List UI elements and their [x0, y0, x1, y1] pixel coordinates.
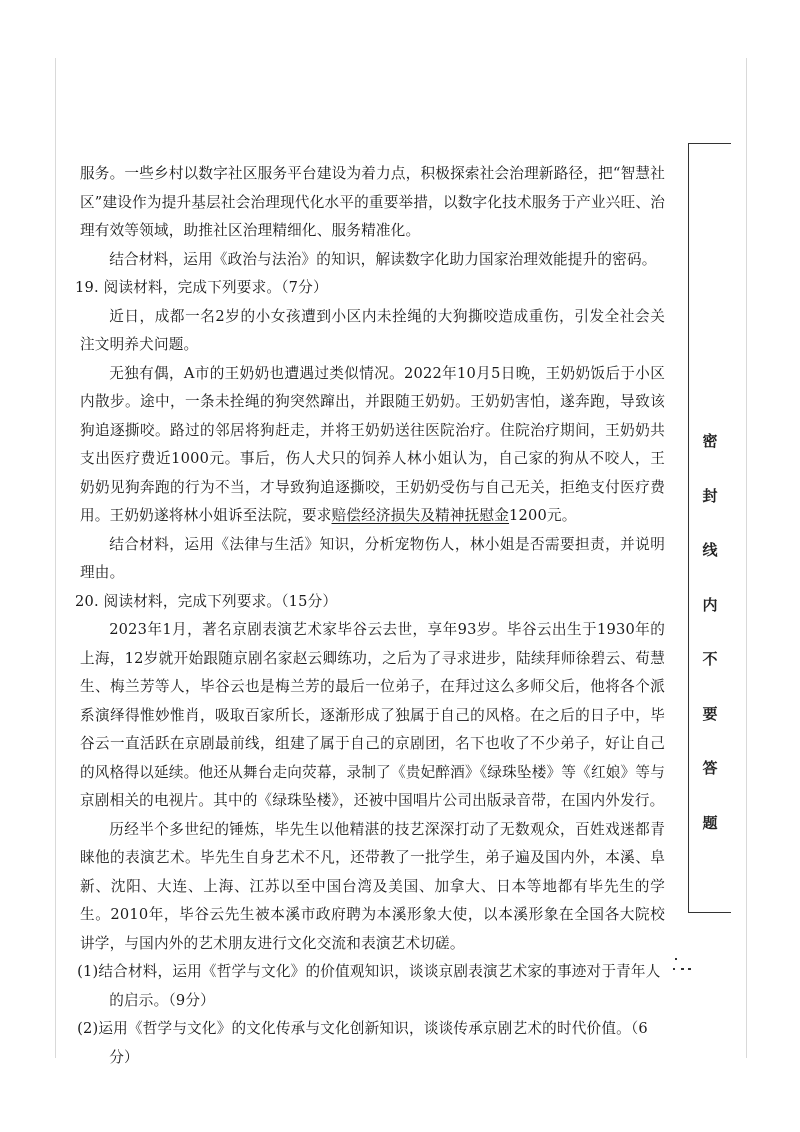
margin-dash-marks [673, 958, 693, 978]
seal-line-text [700, 430, 720, 866]
question-20-subquestion-2: (2)运用《哲学与文化》的文化传承与文化创新知识，谈谈传承京剧艺术的时代价值。（6分） [77, 1020, 648, 1066]
seal-char: 线 [702, 541, 718, 559]
question-20-subquestion-1: (1)结合材料，运用《哲学与文化》的价值观知识，谈谈京剧表演艺术家的事迹对于青年人的启示。（9分） [77, 963, 661, 1009]
question-20-paragraph-2: 历经半个多世纪的锤炼，毕先生以他精湛的技艺深深打动了无数观众，百姓戏迷都青睐他的表演艺术。毕先生自身艺术不凡，还带教了一批学生，弟子遍及国内外，本溪、阜新、沈阳、大连、上海、江苏以至中国台湾及美国、加拿大、日本等地都有毕先生的学生。2010年，毕谷云先生被本溪市政府聘为本溪形象大使，以本溪形象在全国各大院校讲学，与国内外的艺术朋友进行文化交流和表演艺术切磋。 [80, 820, 665, 952]
question-19-text-a: 无独有偶，A市的王奶奶也遭遇过类似情况。2022年10月5日晚，王奶奶饭后于小区内散步。途中，一条未拴绳的狗突然蹿出，并跟随王奶奶。王奶奶害怕，遂奔跑，导致该狗追逐撕咬。路过的邻居将狗赶走，并将王奶奶送往医院治疗。住院治疗期间，王奶奶共支出医疗费近1000元。事后，伤人犬只的饲养人林小姐认为，自己家的狗从不咬人，王奶奶见狗奔跑的行为不当，才导致狗追逐撕咬，王奶奶受伤与自己无关，拒绝支付医疗费用。王奶奶遂将林小姐诉至法院，要求 [80, 364, 665, 524]
seal-char: 密 [702, 432, 718, 450]
seal-char: 内 [702, 595, 718, 614]
question-20-title: 20. 阅读材料，完成下列要求。（15分） [75, 592, 338, 610]
seal-char: 封 [702, 486, 718, 505]
seal-char: 要 [702, 704, 718, 723]
seal-char: 题 [702, 813, 718, 832]
question-20-paragraph-1: 2023年1月，著名京剧表演艺术家毕谷云去世，享年93岁。毕谷云出生于1930年的上海，12岁就开始跟随京剧名家赵云卿练功，之后为了寻求进步，陆续拜师徐碧云、荀慧生、梅兰芳等人，毕谷云也是梅兰芳的最后一位弟子，在拜过这么多师父后，他将各个派系演绎得惟妙惟肖，吸取百家所长，逐渐形成了独属于自己的风格。在之后的日子中，毕谷云一直活跃在京剧最前线，组建了属于自己的京剧团，名下也收了不少弟子，好让自己的风格得以延续。他还从舞台走向荧幕，录制了《贵妃醉酒》《绿珠坠楼》等《红娘》等与京剧相关的电视片。其中的《绿珠坠楼》，还被中国唱片公司出版录音带，在国内外发行。 [80, 621, 665, 809]
seal-char: 不 [702, 650, 718, 668]
question-19-paragraph-2 [80, 360, 665, 531]
material-paragraph: 服务。一些乡村以数字社区服务平台建设为着力点，积极探索社会治理新路径，把“智慧社区”建设作为提升基层社会治理现代化水平的重要举措，以数字化技术服务于产业兴旺、治理有效等领域，助推社区治理精细化、服务精准化。 [80, 165, 665, 239]
question-19-task: 结合材料，运用《法律与生活》知识，分析宠物伤人，林小姐是否需要担责，并说明理由。 [80, 535, 665, 581]
underlined-phrase: 赔偿经济损失及精神抚慰金 [331, 507, 510, 524]
dash-mark [673, 968, 675, 970]
question-19-title: 19. 阅读材料，完成下列要求。（7分） [75, 279, 328, 296]
question-18-task: 结合材料，运用《政治与法治》的知识，解读数字化助力国家治理效能提升的密码。 [109, 250, 657, 268]
exam-content [75, 160, 665, 1072]
question-19-text-b: 1200元。 [509, 507, 577, 524]
seal-char: 答 [702, 759, 718, 777]
dash-mark [675, 958, 677, 960]
dash-mark [681, 968, 684, 970]
dash-mark [688, 968, 691, 970]
question-19-paragraph-1: 近日，成都一名2岁的小女孩遭到小区内未拴绳的大狗撕咬造成重伤，引发全社会关注文明养犬问题。 [80, 307, 665, 353]
